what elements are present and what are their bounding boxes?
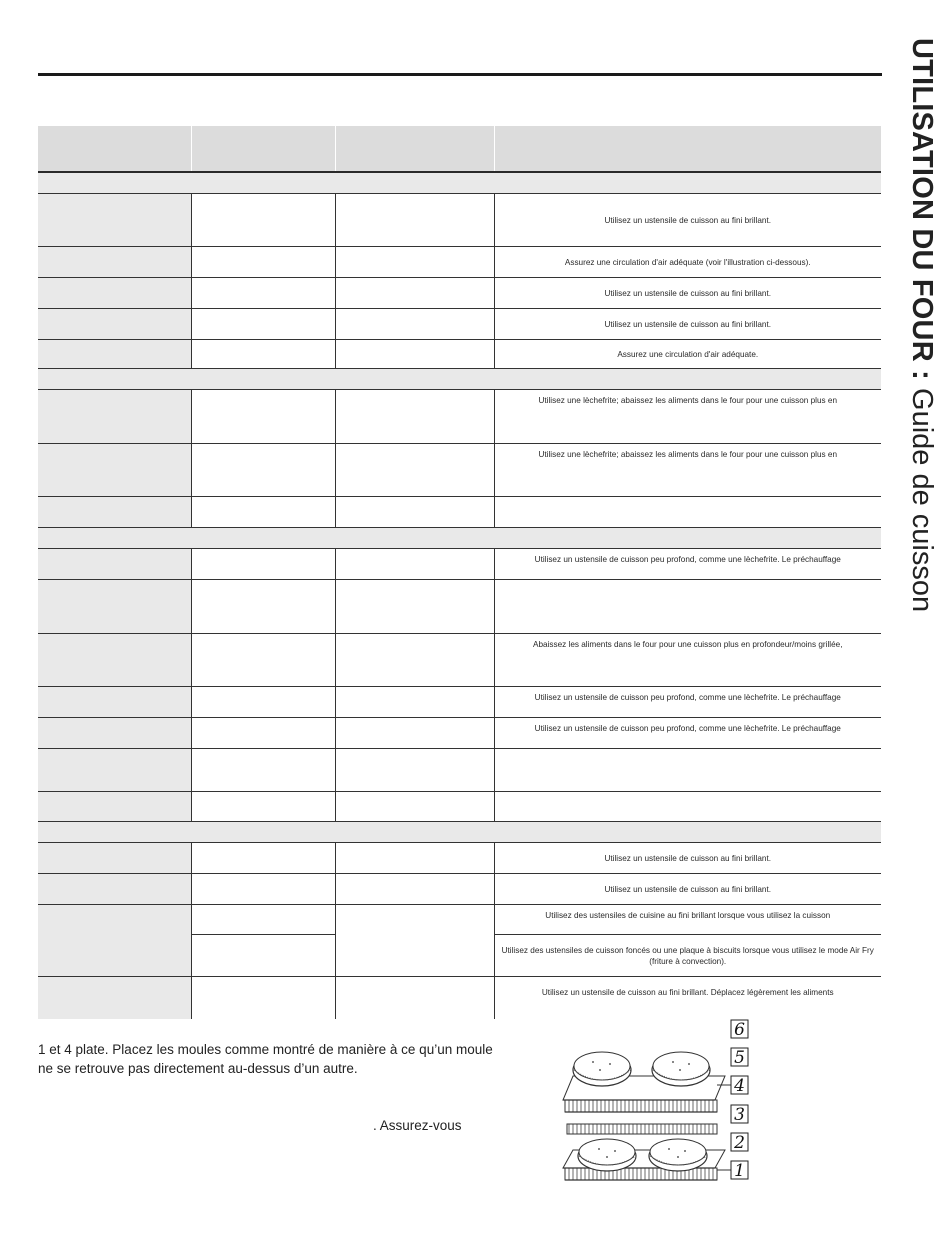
top-rule (38, 73, 882, 76)
notes-cell: Assurez une circulation d'air adéquate (voir l'illustration ci-dessous). (494, 247, 881, 278)
header-cell (335, 126, 494, 172)
notes-cell: Utilisez un ustensile de cuisson peu profond, comme une lèchefrite. Le préchauffage (494, 718, 881, 749)
header-cell (494, 126, 881, 172)
notes-cell: Utilisez un ustensile de cuisson au fini brillant. (494, 843, 881, 874)
table-row (38, 977, 881, 1019)
rack-leader-lines (717, 1085, 731, 1170)
table-row (38, 340, 881, 369)
notes-cell: Utilisez un ustensile de cuisson peu profond, comme une lèchefrite. Le préchauffage (494, 687, 881, 718)
rack-number-6: 6 (734, 1020, 745, 1040)
table-row (38, 580, 881, 634)
table-row (38, 390, 881, 444)
table-row (38, 905, 881, 935)
table-row (38, 843, 881, 874)
table-row (38, 874, 881, 905)
section-row (38, 172, 881, 194)
notes-cell (494, 497, 881, 528)
table-row (38, 749, 881, 792)
rack-number-labels (731, 1020, 748, 1181)
lower-pans (578, 1139, 707, 1171)
header-cell (38, 126, 191, 172)
notes-cell: Utilisez un ustensile de cuisson au fini brillant. (494, 874, 881, 905)
section-row (38, 528, 881, 549)
table-row (38, 194, 881, 247)
rack-number-5: 5 (734, 1048, 745, 1068)
section-row (38, 369, 881, 390)
table-row (38, 549, 881, 580)
upper-pans (573, 1052, 710, 1086)
side-title-light: Guide de cuisson (906, 388, 938, 613)
notes-cell: Utilisez des ustensiles de cuisine au fini brillant lorsque vous utilisez la cuisson (494, 905, 881, 935)
bottom-paragraph: 1 et 4 plate. Placez les moules comme montré de manière à ce qu’un moule ne se retrouve pas directement au-dessus d’un autre. (38, 1042, 493, 1076)
table-row (38, 718, 881, 749)
notes-cell: Utilisez une lèchefrite; abaissez les aliments dans le four pour une cuisson plus en (494, 390, 881, 444)
table-row (38, 634, 881, 687)
section-row (38, 822, 881, 843)
header-cell (191, 126, 335, 172)
table-row (38, 309, 881, 340)
notes-cell (494, 749, 881, 792)
page-side-title (905, 38, 939, 612)
notes-cell: Abaissez les aliments dans le four pour une cuisson plus en profondeur/moins grillée, (494, 634, 881, 687)
notes-cell: Utilisez un ustensile de cuisson au fini brillant. (494, 194, 881, 247)
notes-cell: Assurez une circulation d'air adéquate. (494, 340, 881, 369)
notes-cell: Utilisez un ustensile de cuisson au fini brillant. (494, 309, 881, 340)
notes-cell: Utilisez un ustensile de cuisson au fini brillant. Déplacez légèrement les aliments (494, 977, 881, 1019)
table-row (38, 687, 881, 718)
rack-number-3: 3 (734, 1105, 745, 1125)
table-row (38, 444, 881, 497)
notes-cell (494, 792, 881, 822)
table-header-row (38, 126, 881, 172)
rack-number-2: 2 (734, 1133, 745, 1153)
rack-position-illustration (555, 1018, 755, 1188)
table-row (38, 792, 881, 822)
side-title-bold: UTILISATION DU FOUR : (906, 38, 938, 380)
notes-cell: Utilisez des ustensiles de cuisson foncés ou une plaque à biscuits lorsque vous utilisez le mode Air Fry (friture à convection). (494, 935, 881, 977)
rack-number-4: 4 (734, 1076, 745, 1096)
notes-cell: Utilisez une lèchefrite; abaissez les aliments dans le four pour une cuisson plus en (494, 444, 881, 497)
notes-cell (494, 580, 881, 634)
table-row (38, 497, 881, 528)
bottom-fragment: . Assurez-vous (373, 1118, 462, 1133)
table-row (38, 278, 881, 309)
table-row (38, 247, 881, 278)
notes-cell: Utilisez un ustensile de cuisson au fini brillant. (494, 278, 881, 309)
notes-cell: Utilisez un ustensile de cuisson peu profond, comme une lèchefrite. Le préchauffage (494, 549, 881, 580)
cooking-guide-table (38, 126, 881, 1019)
rack-number-1: 1 (734, 1161, 745, 1181)
